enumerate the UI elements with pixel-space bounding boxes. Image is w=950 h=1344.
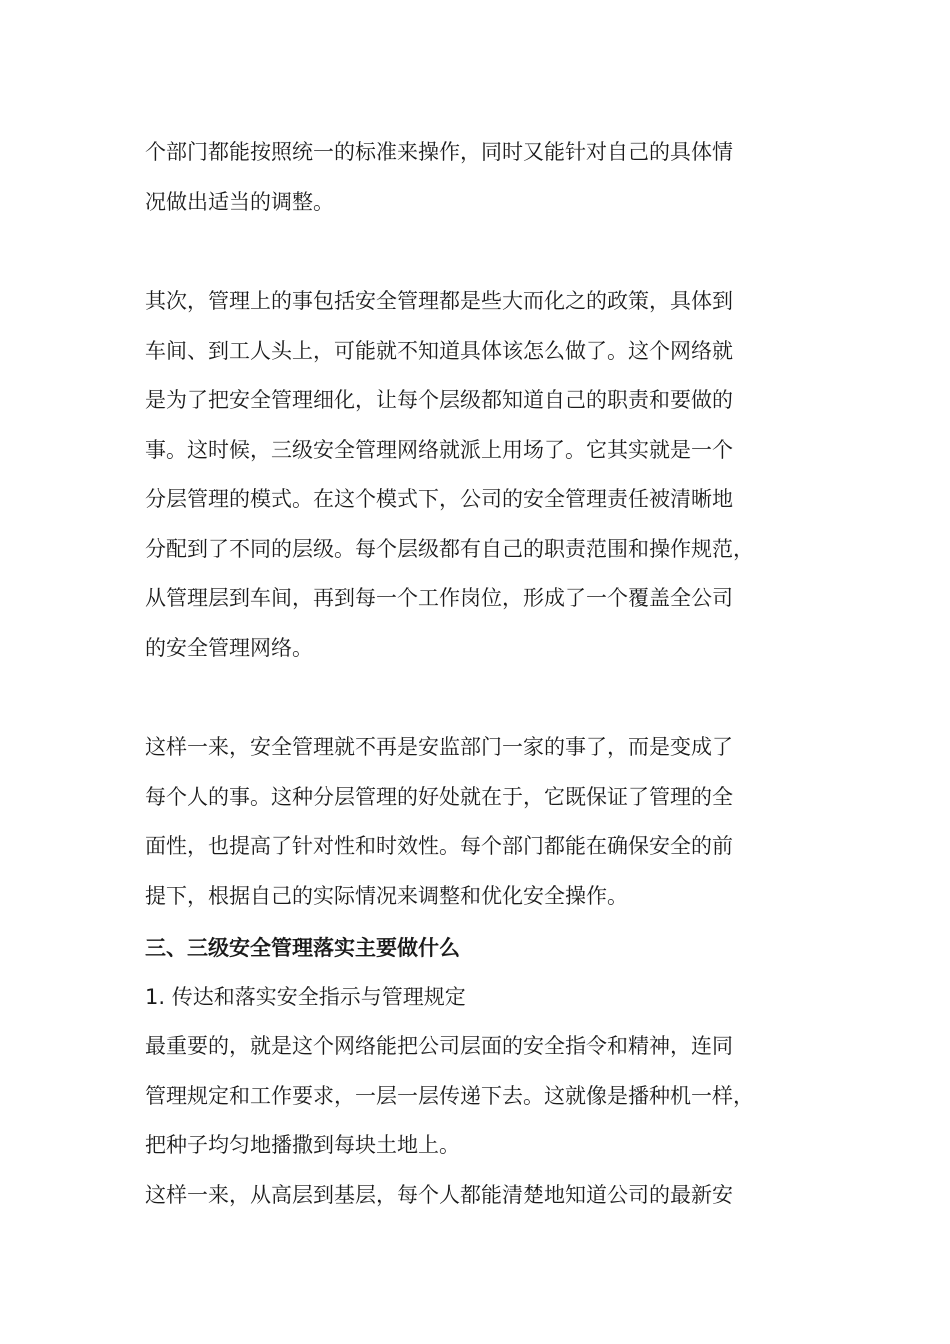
paragraph-3-line-4: 提下，根据自己的实际情况来调整和优化安全操作。 xyxy=(145,884,628,908)
paragraph-1-line-1: 个部门都能按照统一的标准来操作，同时又能针对自己的具体情 xyxy=(145,140,733,164)
paragraph-5-line-1: 这样一来，从高层到基层，每个人都能清楚地知道公司的最新安 xyxy=(145,1183,733,1207)
paragraph-4-line-3: 把种子均匀地播撒到每块土地上。 xyxy=(145,1133,460,1157)
section-heading: 三、三级安全管理落实主要做什么 xyxy=(145,936,460,960)
paragraph-2-line-4: 事。这时候，三级安全管理网络就派上用场了。它其实就是一个 xyxy=(145,438,733,462)
paragraph-3-line-2: 每个人的事。这种分层管理的好处就在于，它既保证了管理的全 xyxy=(145,785,733,809)
paragraph-2-line-7: 从管理层到车间，再到每一个工作岗位，形成了一个覆盖全公司 xyxy=(145,586,733,610)
paragraph-2-line-3: 是为了把安全管理细化，让每个层级都知道自己的职责和要做的 xyxy=(145,388,733,412)
paragraph-4-line-1: 最重要的，就是这个网络能把公司层面的安全指令和精神，连同 xyxy=(145,1034,733,1058)
paragraph-1-line-2: 况做出适当的调整。 xyxy=(145,190,334,214)
paragraph-2-line-1: 其次，管理上的事包括安全管理都是些大而化之的政策，具体到 xyxy=(145,289,733,313)
paragraph-2-line-8: 的安全管理网络。 xyxy=(145,636,313,660)
subheading: 1. 传达和落实安全指示与管理规定 xyxy=(145,985,466,1009)
paragraph-2-line-2: 车间、到工人头上，可能就不知道具体该怎么做了。这个网络就 xyxy=(145,339,733,363)
paragraph-3-line-3: 面性，也提高了针对性和时效性。每个部门都能在确保安全的前 xyxy=(145,834,733,858)
paragraph-2-line-6: 分配到了不同的层级。每个层级都有自己的职责范围和操作规范， xyxy=(145,537,754,561)
paragraph-4-line-2: 管理规定和工作要求，一层一层传递下去。这就像是播种机一样， xyxy=(145,1084,754,1108)
paragraph-2-line-5: 分层管理的模式。在这个模式下，公司的安全管理责任被清晰地 xyxy=(145,487,733,511)
paragraph-3-line-1: 这样一来，安全管理就不再是安监部门一家的事了，而是变成了 xyxy=(145,735,733,759)
